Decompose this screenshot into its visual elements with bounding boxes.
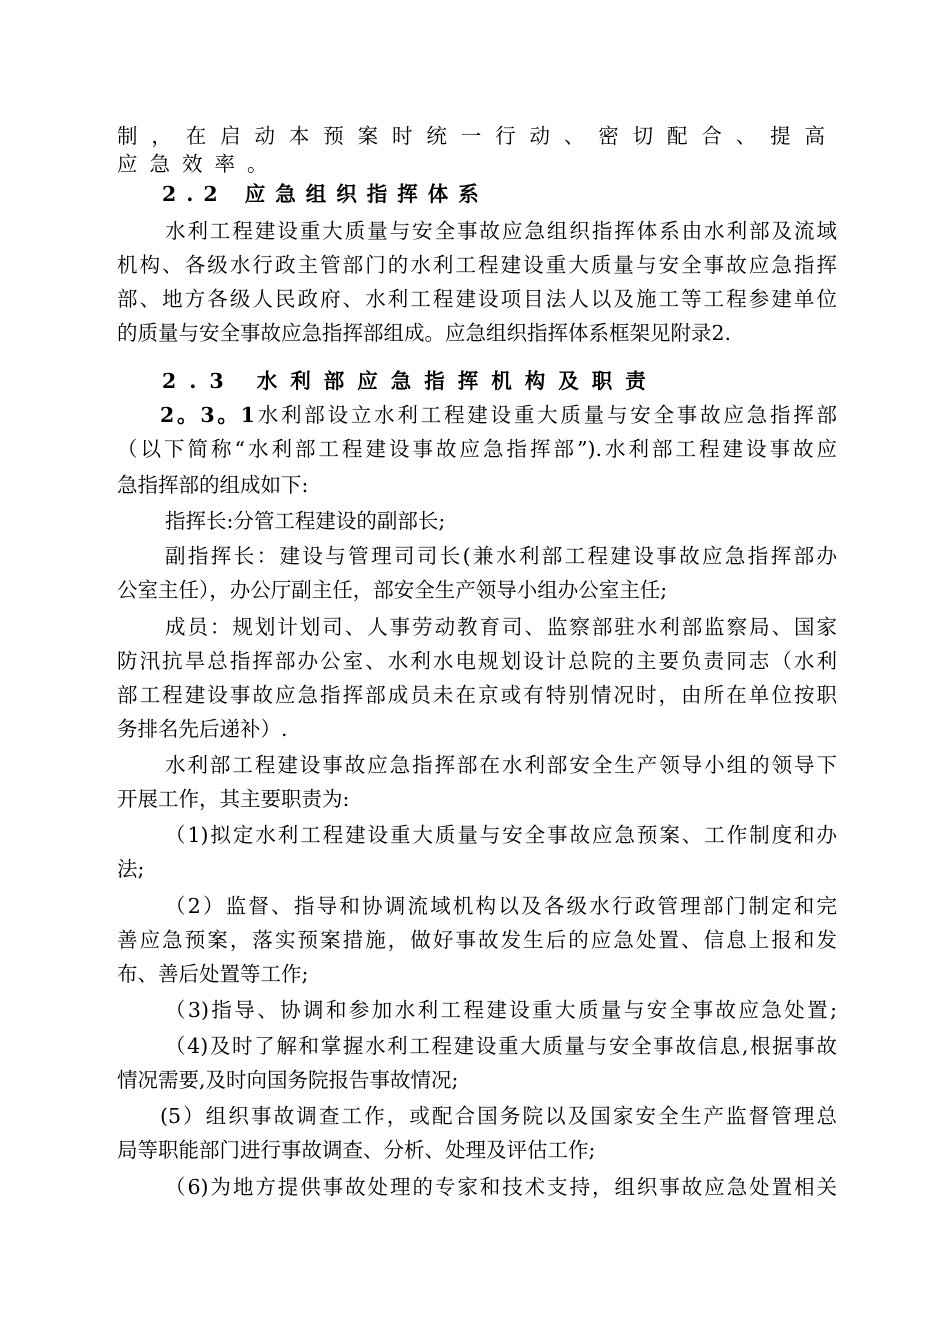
paragraph-line: 开展工作，其主要职责为: (117, 787, 350, 811)
paragraph-line: 制，在启动本预案时统一行动、密切配合、提高 (117, 124, 837, 148)
paragraph-line: 指挥长:分管工程建设的副部长; (165, 509, 446, 533)
paragraph-line: 善应急预案，落实预案措施，做好事故发生后的应急处置、信息上报和发 (117, 928, 837, 952)
section-heading-2-3: 2.3 水利部应急指挥机构及职责 (162, 369, 659, 393)
paragraph-line: 部、地方各级人民政府、水利工程建设项目法人以及施工等工程参建单位 (117, 287, 837, 311)
paragraph-line: 局等职能部门进行事故调查、分析、处理及评估工作; (117, 1138, 596, 1162)
paragraph-line: （6)为地方提供事故处理的专家和技术支持，组织事故应急处置相关 (165, 1175, 837, 1199)
paragraph-line: 水利工程建设重大质量与安全事故应急组织指挥体系由水利部及流域 (165, 219, 837, 243)
paragraph-line: 法; (117, 857, 145, 881)
paragraph-line: 布、善后处置等工作; (117, 962, 309, 986)
paragraph-line (160, 400, 837, 430)
paragraph-line: 机构、各级水行政主管部门的水利工程建设重大质量与安全事故应急指挥 (117, 253, 837, 277)
clause-text: 水利部设立水利工程建设重大质量与安全事故应急指挥部 (254, 403, 838, 427)
paragraph-line: 防汛抗旱总指挥部办公室、水利水电规划设计总院的主要负责同志（水利 (117, 649, 837, 673)
paragraph-line: （以下简称“水利部工程建设事故应急指挥部”).水利部工程建设事故应 (117, 437, 837, 461)
paragraph-line: (5）组织事故调查工作，或配合国务院以及国家安全生产监督管理总 (160, 1104, 837, 1128)
paragraph-line: （1)拟定水利工程建设重大质量与安全事故应急预案、工作制度和办 (165, 823, 837, 847)
paragraph-line: （2）监督、指导和协调流域机构以及各级水行政管理部门制定和完 (165, 894, 837, 918)
paragraph-line: 务排名先后递补）. (117, 717, 288, 741)
paragraph-line: 副指挥长：建设与管理司司长(兼水利部工程建设事故应急指挥部办 (165, 544, 837, 568)
clause-number: 2。3。1 (160, 403, 255, 427)
paragraph-line: （4)及时了解和掌握水利工程建设重大质量与安全事故信息,根据事故 (165, 1034, 837, 1058)
paragraph-line: （3)指导、协调和参加水利工程建设重大质量与安全事故应急处置; (165, 998, 837, 1022)
paragraph-line: 公室主任），办公厅副主任，部安全生产领导小组办公室主任; (117, 578, 668, 602)
paragraph-line: 水利部工程建设事故应急指挥部在水利部安全生产领导小组的领导下 (165, 753, 837, 777)
paragraph-line: 成员：规划计划司、人事劳动教育司、监察部驻水利部监察局、国家 (165, 615, 837, 639)
paragraph-line: 急指挥部的组成如下: (117, 473, 309, 497)
paragraph-line: 应急效率。 (117, 152, 280, 176)
section-heading-2-2: 2.2 应急组织指挥体系 (162, 182, 489, 206)
paragraph-line: 部工程建设事故应急指挥部成员未在京或有特别情况时，由所在单位按职 (117, 683, 837, 707)
paragraph-line: 的质量与安全事故应急指挥部组成。应急组织指挥体系框架见附录2. (117, 321, 732, 345)
paragraph-line: 情况需要,及时向国务院报告事故情况; (117, 1068, 459, 1092)
